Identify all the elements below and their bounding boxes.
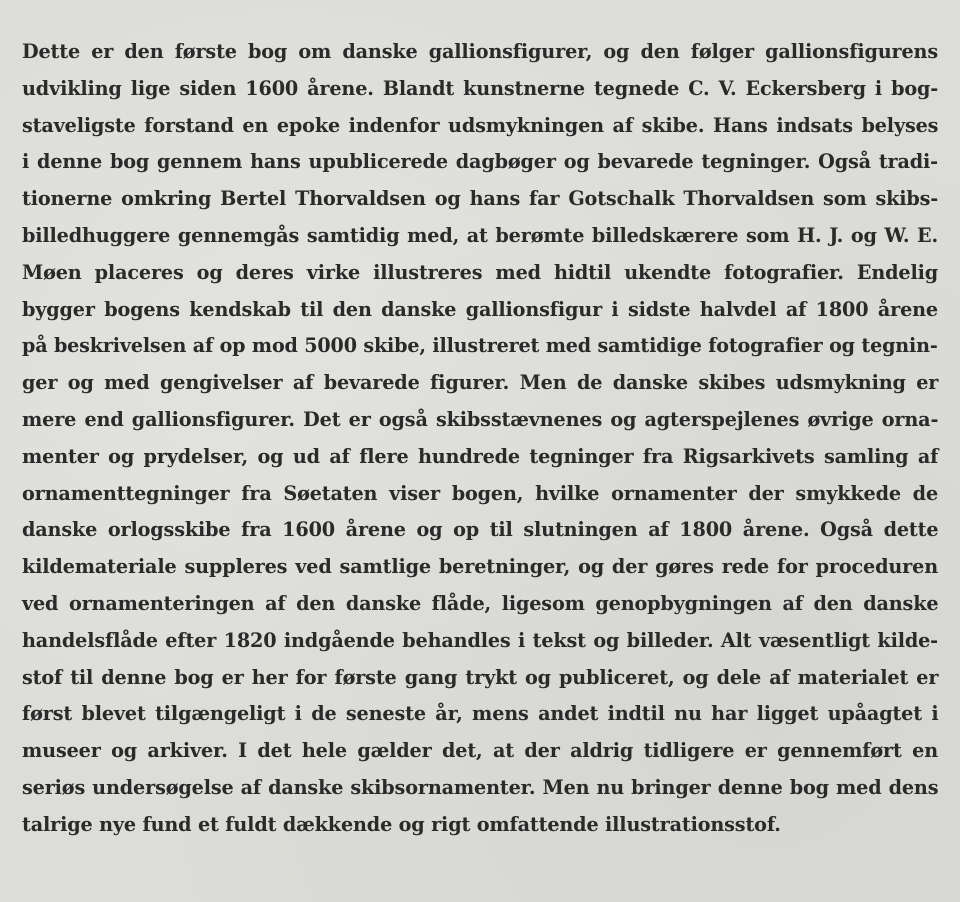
paragraph-line: tionerne omkring Bertel Thorvaldsen og hans far Gotschalk Thorvaldsen som skibs- (22, 187, 939, 211)
paragraph-line: handelsflåde efter 1820 indgående behandles i tekst og billeder. Alt væsentligt kilde- (22, 628, 938, 652)
paragraph-line: kildemateriale suppleres ved samtlige beretninger, og der gøres rede for proceduren (22, 555, 938, 579)
paragraph-line: danske orlogsskibe fra 1600 årene og op til slutningen af 1800 årene. Også dette (22, 518, 939, 542)
paragraph-line: ornamenttegninger fra Søetaten viser bogen, hvilke ornamenter der smykkede de (22, 481, 938, 505)
paragraph-line-last: talrige nye fund et fuldt dækkende og rigt omfattende illustrationsstof. (22, 812, 781, 836)
paragraph-line: bygger bogens kendskab til den danske gallionsfigur i sidste halvdel af 1800 årene (22, 297, 938, 321)
paragraph-line: Møen placeres og deres virke illustreres med hidtil ukendte fotografier. Endelig (22, 260, 938, 284)
paragraph-line: museer og arkiver. I det hele gælder det, at der aldrig tidligere er gennemført en (22, 739, 938, 763)
paragraph-line: staveligste forstand en epoke indenfor udsmykningen af skibe. Hans indsats belyses (22, 113, 939, 137)
paragraph-line: billedhuggere gennemgås samtidig med, at berømte billedskærere som H. J. og W. E. (22, 223, 938, 247)
paragraph-line: menter og prydelser, og ud af flere hundrede tegninger fra Rigsarkivets samling af (22, 444, 939, 468)
paragraph-line: i denne bog gennem hans upublicerede dagbøger og bevarede tegninger. Også tradi- (22, 150, 938, 174)
paragraph-line: udvikling lige siden 1600 årene. Blandt kunstnerne tegnede C. V. Eckersberg i bog- (22, 76, 939, 100)
paragraph-line: seriøs undersøgelse af danske skibsornamenter. Men nu bringer denne bog med dens (22, 775, 939, 799)
paragraph-line: ger og med gengivelser af bevarede figurer. Men de danske skibes udsmykning er (22, 371, 939, 395)
body-paragraph (22, 34, 938, 844)
paragraph-line: først blevet tilgængeligt i de seneste år, mens andet indtil nu har ligget upåagtet i (22, 702, 939, 726)
paragraph-line: Dette er den første bog om danske gallionsfigurer, og den følger gallionsfigurens (22, 40, 938, 63)
paragraph-line: ved ornamenteringen af den danske flåde, ligesom genopbygningen af den danske (22, 591, 939, 615)
paragraph-line: mere end gallionsfigurer. Det er også skibsstævnenes og agterspejlenes øvrige orna- (22, 407, 939, 431)
paragraph-line: stof til denne bog er her for første gang trykt og publiceret, og dele af materialet er (22, 665, 939, 689)
paragraph-line: på beskrivelsen af op mod 5000 skibe, illustreret med samtidige fotografier og tegnin- (22, 334, 938, 358)
